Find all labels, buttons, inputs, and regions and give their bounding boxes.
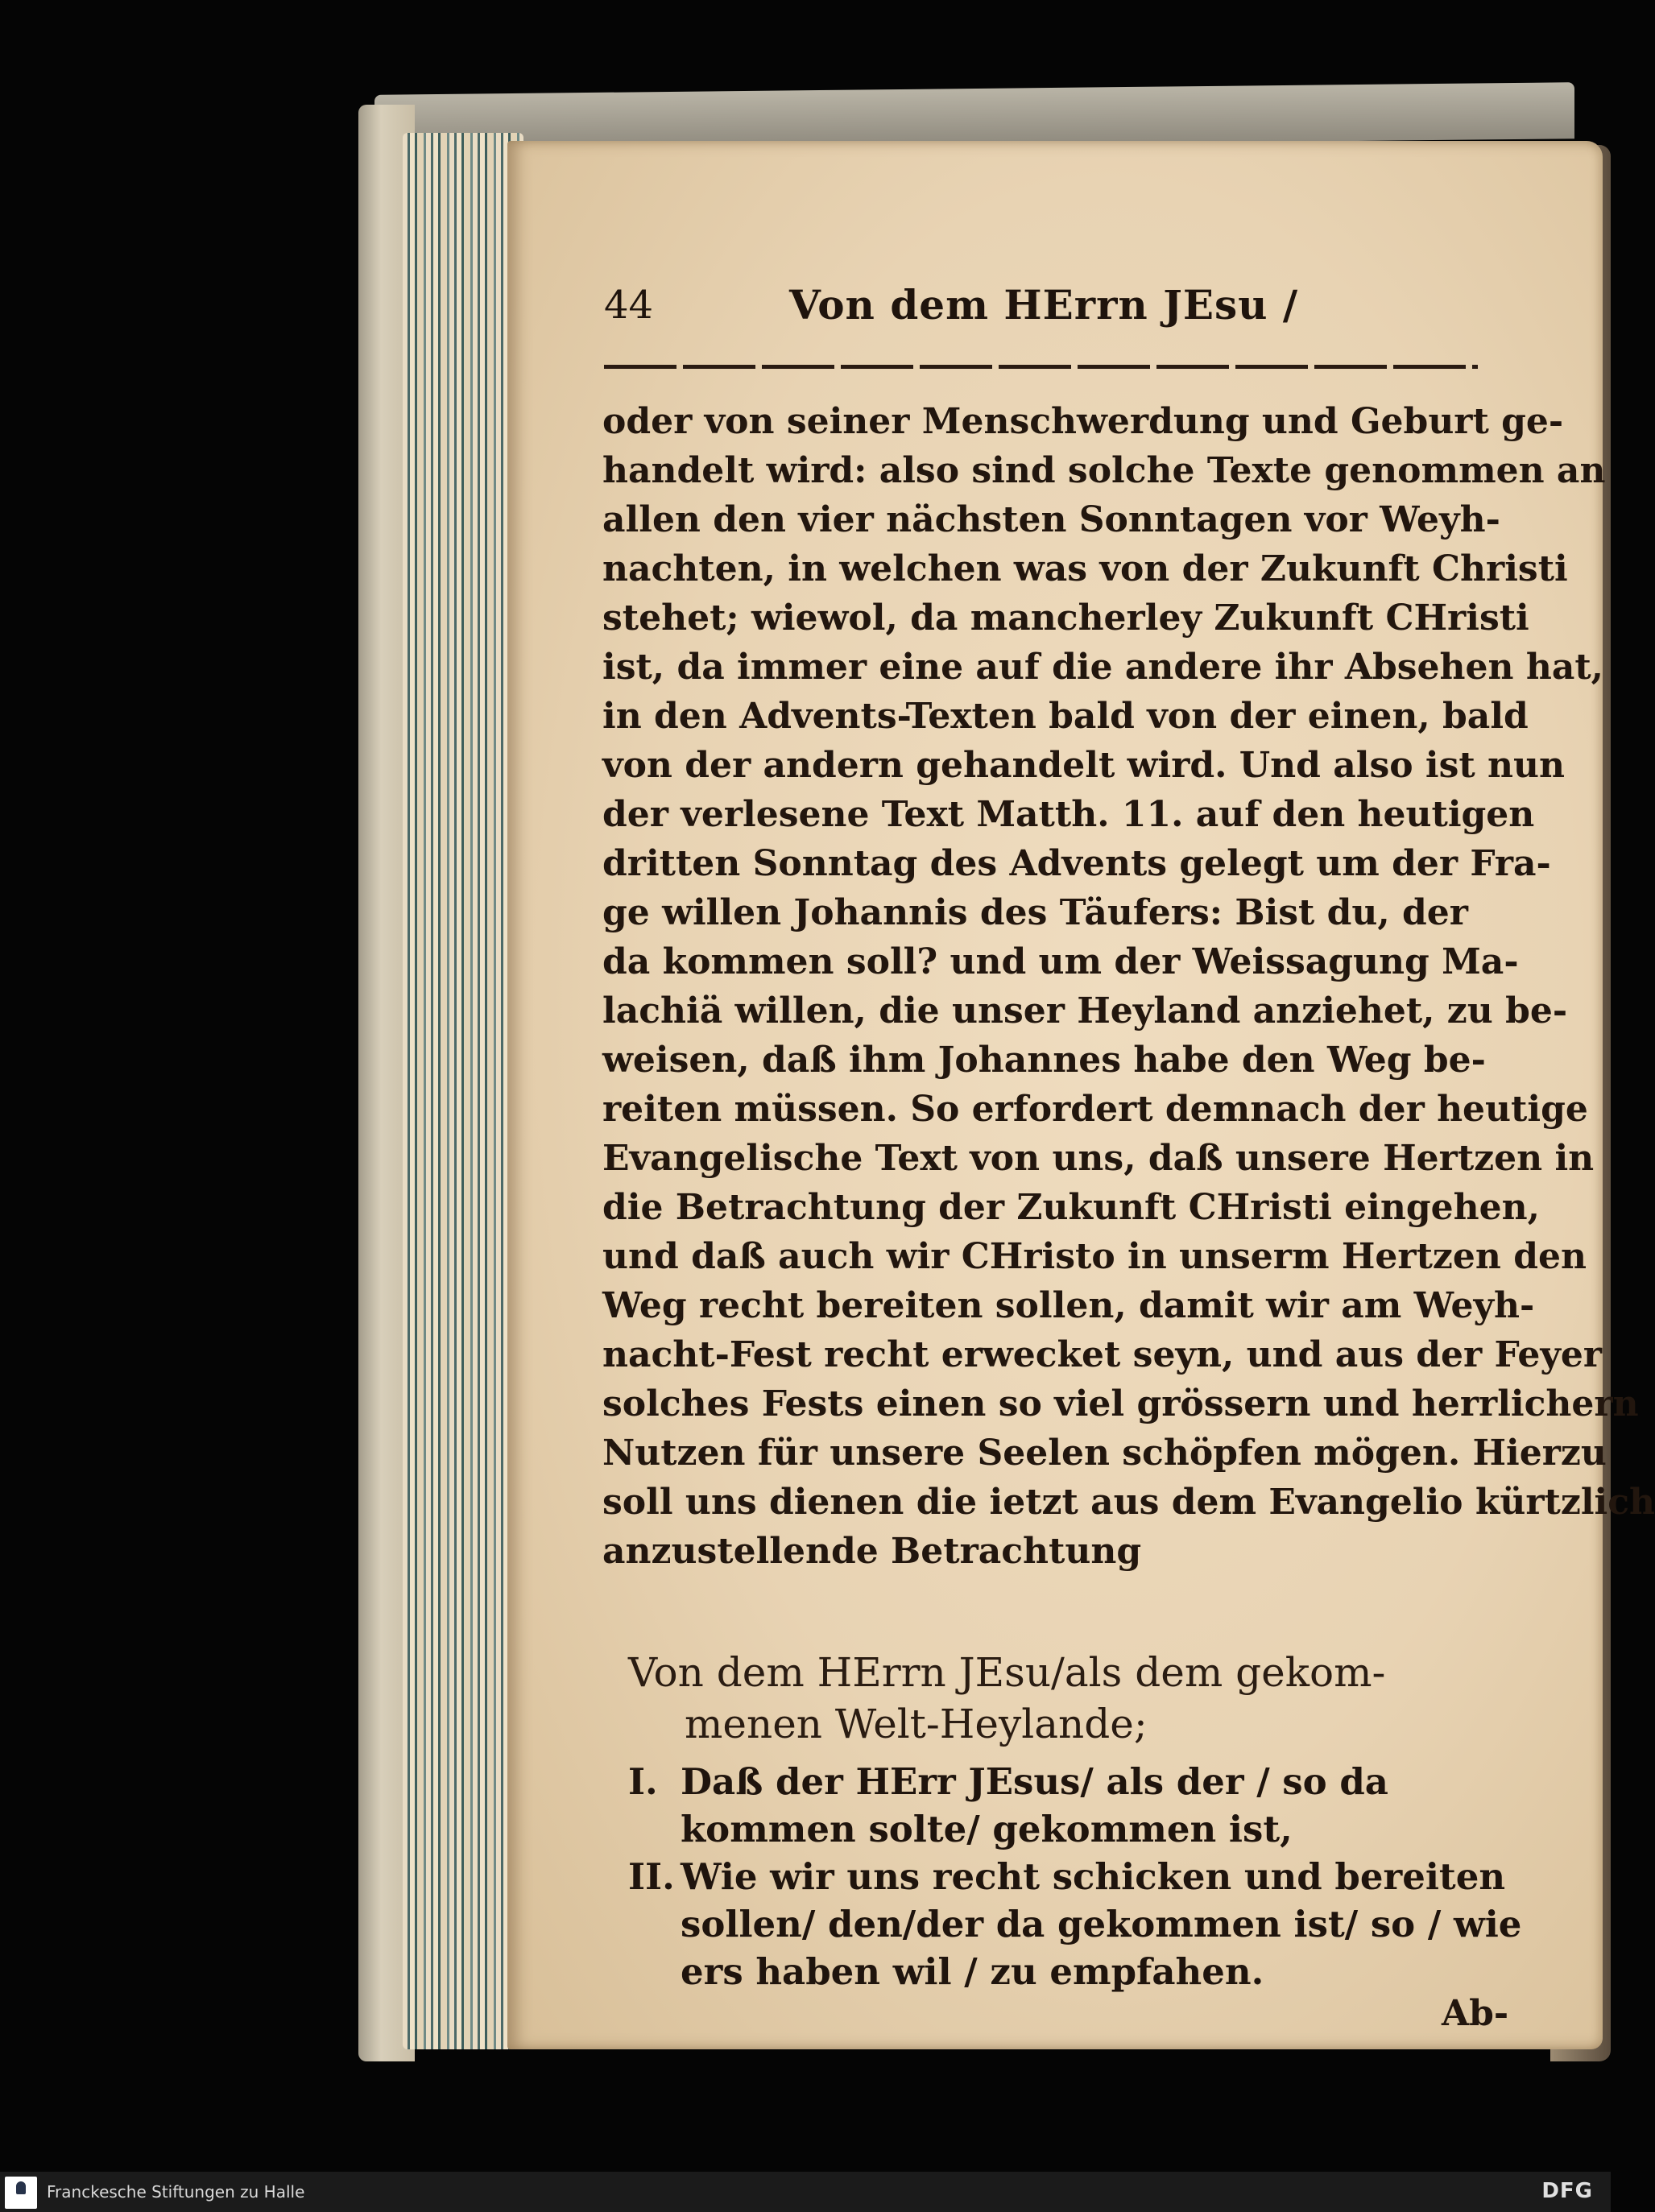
point-line: Wie wir uns recht schicken und bereiten: [681, 1855, 1506, 1898]
body-text: [602, 397, 1655, 1576]
text-line: reiten müssen. So erfordert demnach der heutige: [602, 1089, 1588, 1130]
text-line: ist, da immer eine auf die andere ihr Absehen hat,: [602, 647, 1603, 688]
text-line: von der andern gehandelt wird. Und also ist nun: [602, 745, 1565, 786]
text-line: da kommen soll? und um der Weissagung Ma-: [602, 941, 1519, 982]
book-page: [507, 141, 1655, 2049]
text-line: solches Fests einen so viel grössern und herrlichern: [602, 1383, 1639, 1424]
text-line: Nutzen für unsere Seelen schöpfen mögen. Hierzu: [602, 1433, 1607, 1474]
book: [358, 89, 1655, 2069]
point-item: [628, 1853, 1522, 1995]
catchword: Ab-: [1442, 1993, 1509, 2034]
text-line: allen den vier nächsten Sonntagen vor Weyh-: [602, 499, 1500, 540]
running-title: Von dem HErrn JEsu /: [789, 281, 1299, 329]
point-line: Daß der HErr JEsus/ als der / so da: [681, 1760, 1388, 1803]
text-line: oder von seiner Menschwerdung und Geburt ge-: [602, 401, 1564, 442]
text-line: in den Advents-Texten bald von der einen, bald: [602, 696, 1529, 737]
heading-line: Von dem HErrn JEsu/als dem gekom-: [628, 1649, 1386, 1696]
sermon-heading: [628, 1647, 1498, 1750]
page-edges: [403, 133, 523, 2049]
text-line: nachten, in welchen was von der Zukunft Christi: [602, 548, 1568, 589]
text-line: die Betrachtung der Zukunft CHristi eingehen,: [602, 1187, 1540, 1228]
text-line: handelt wird: also sind solche Texte genommen an: [602, 450, 1606, 491]
institution-logo-icon: [5, 2177, 37, 2209]
text-line: stehet; wiewol, da mancherley Zukunft CHristi: [602, 597, 1529, 639]
dfg-badge: DFG: [1541, 2179, 1593, 2203]
text-line: weisen, daß ihm Johannes habe den Weg be-: [602, 1040, 1486, 1081]
text-line: Weg recht bereiten sollen, damit wir am Weyh-: [602, 1285, 1535, 1326]
text-line: der verlesene Text Matth. 11. auf den heutigen: [602, 794, 1535, 835]
point-line: sollen/ den/der da gekommen ist/ so / wie: [681, 1903, 1522, 1945]
heading-line: menen Welt-Heylande;: [685, 1701, 1148, 1747]
text-line: nacht-Fest recht erwecket seyn, und aus der Feyer: [602, 1334, 1603, 1375]
point-number: I.: [628, 1760, 658, 1803]
text-line: ge willen Johannis des Täufers: Bist du, der: [602, 892, 1468, 933]
text-line: lachiä willen, die unser Heyland anziehet, zu be-: [602, 990, 1568, 1032]
sermon-points: [628, 1758, 1522, 1995]
text-line: und daß auch wir CHristo in unserm Hertzen den: [602, 1236, 1587, 1277]
text-line: anzustellende Betrachtung: [602, 1531, 1142, 1572]
point-number: II.: [628, 1855, 675, 1898]
text-line: soll uns dienen die ietzt aus dem Evangelio kürtzlich: [602, 1482, 1655, 1523]
point-line: kommen solte/ gekommen ist,: [681, 1808, 1293, 1850]
page-header: [604, 283, 1490, 331]
page-number: 44: [604, 283, 654, 328]
point-line: ers haben wil / zu empfahen.: [681, 1950, 1264, 1993]
text-line: Evangelische Text von uns, daß unsere Hertzen in: [602, 1138, 1595, 1179]
point-item: [628, 1758, 1498, 1853]
viewer-footer: [0, 2172, 1611, 2212]
header-rule: [604, 365, 1478, 369]
text-line: dritten Sonntag des Advents gelegt um der Fra-: [602, 843, 1551, 884]
institution-name: Franckesche Stiftungen zu Halle: [47, 2182, 305, 2202]
